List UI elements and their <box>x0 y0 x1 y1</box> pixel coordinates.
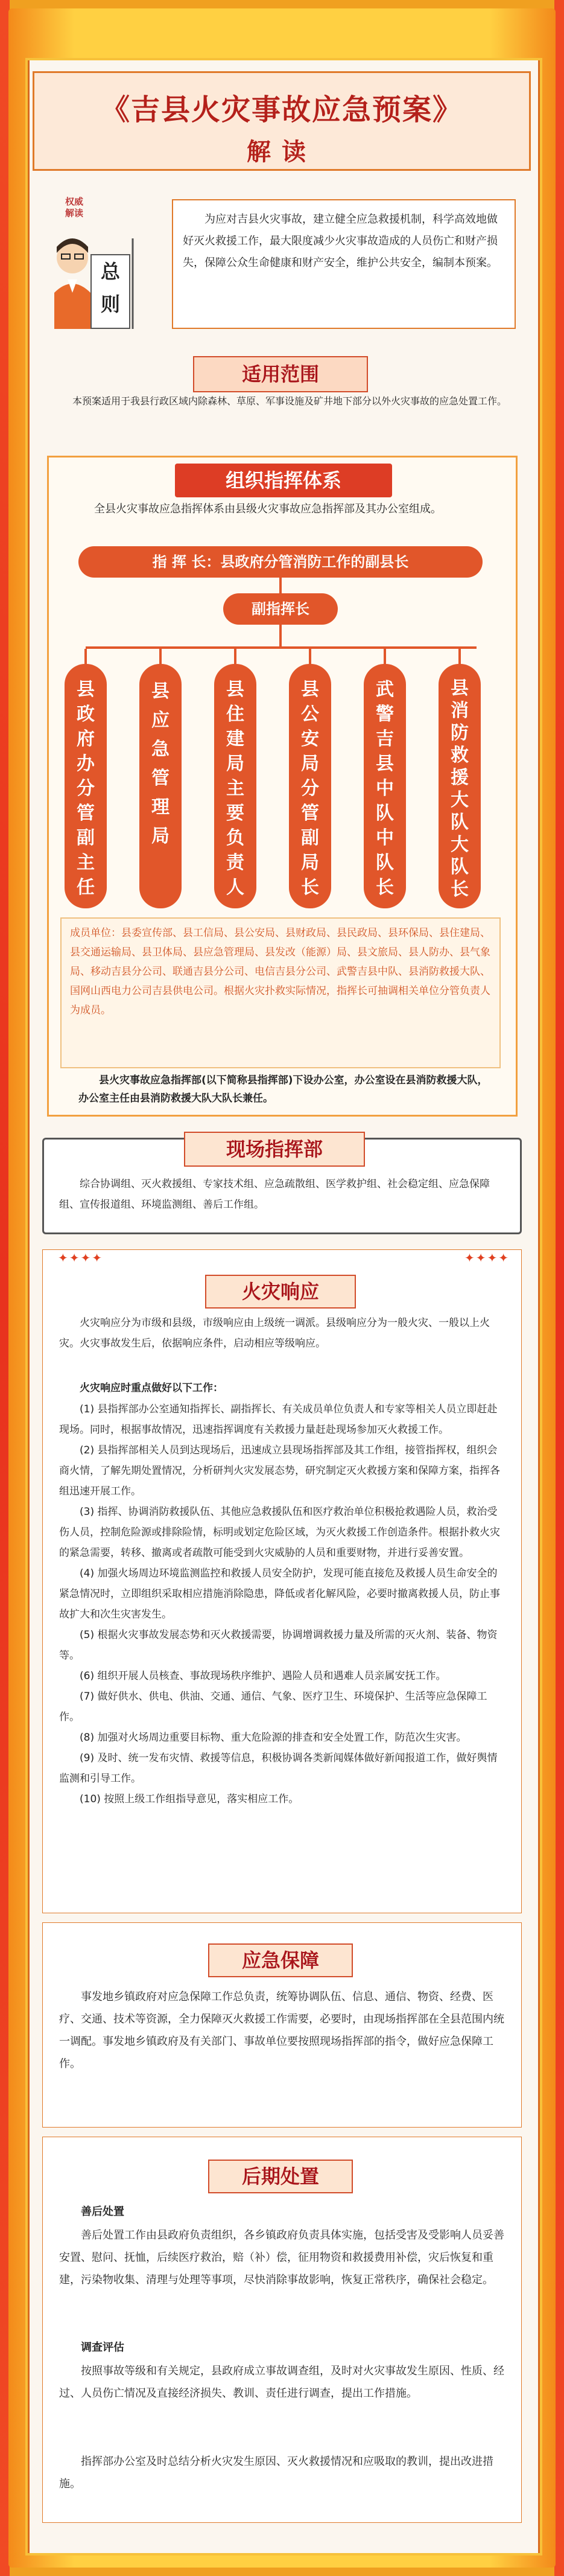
zongze-label: 总 则 <box>90 254 130 329</box>
deputy-connector <box>159 649 162 664</box>
intro-text: 为应对吉县火灾事故，建立健全应急救援机制，科学高效地做好灭火救援工作，最大限度减少火灾事故造成的人员伤亡和财产损失，保障公众生命健康和财产安全，维护公共安全，编制本预案。 <box>172 199 516 329</box>
after-t2: 按照事故等级和有关规定，县政府成立事故调查组，及时对火灾事故发生原因、性质、经过、人员伤亡情况及直接经济损失、教训、责任进行调查，提出工作措施。 <box>59 2365 504 2400</box>
deputy-box: 县 消 防 救 援 大 队 大 队 长 <box>439 664 481 908</box>
deputy-box: 县 公 安 局 分 管 副 局 长 <box>289 664 331 908</box>
scene-text: 综合协调组、灭火救援组、专家技术组、应急疏散组、医学救护组、社会稳定组、应急保障组、宣传报道组、环境监测组、善后工作组。 <box>59 1178 490 1211</box>
connector-vertical-1 <box>279 578 282 593</box>
decor-dots-left: ✦✦✦✦ <box>58 1251 104 1265</box>
deputy-box: 武 警 吉 县 中 队 中 队 长 <box>364 664 406 908</box>
response-item: (7) 做好供水、供电、供油、交通、通信、气象、医疗卫生、环境保护、生活等应急保障工作。 <box>59 1691 487 1723</box>
response-items <box>59 1399 505 1809</box>
response-item: (10) 按照上级工作组指导意见，落实相应工作。 <box>80 1793 299 1805</box>
scope-title: 适用范围 <box>193 356 368 392</box>
after-title: 后期处置 <box>208 2160 353 2193</box>
page-subtitle: 解读 <box>247 138 317 166</box>
response-item: (4) 加强火场周边环境监测监控和救援人员安全防护，发现可能直接危及救援人员生命安全的紧急情况时，立即组织采取相应措施消除隐患，降低或者化解风险，必要时撤离救援人员，防止事故扩大和次生灾害发生。 <box>59 1567 500 1621</box>
deputy-pill: 副指挥长 <box>223 593 338 625</box>
scope-text: 本预案适用于我县行政区域内除森林、草原、军事设施及矿井地下部分以外火灾事故的应急处置工作。 <box>72 395 507 407</box>
right-edge <box>554 0 564 2576</box>
deputy-box: 县 应 急 管 理 局 <box>139 664 182 908</box>
authority-badge: 权威 解读 <box>65 196 83 218</box>
title-box <box>33 71 531 171</box>
after-t1: 善后处置工作由县政府负责组织，各乡镇政府负责具体实施，包括受害及受影响人员妥善安置、慰问、抚恤，后续医疗救治，赔（补）偿，征用物资和救援费用补偿，灾后恢复和重建，污染物收集、清理与处理等事项，尽快消除事故影响，恢复正常秩序，确保社会稳定。 <box>59 2229 504 2286</box>
decor-dots-right: ✦✦✦✦ <box>464 1251 510 1265</box>
connector-horizontal <box>86 646 477 649</box>
deputy-connector <box>234 649 236 664</box>
org-intro: 全县火灾事故应急指挥体系由县级火灾事故应急指挥部及其办公室组成。 <box>94 503 442 515</box>
deputy-box: 县 住 建 局 主 要 负 责 人 <box>214 664 256 908</box>
response-intro: 火灾响应分为市级和县级，市级响应由上级统一调派。县级响应分为一般火灾、一般以上火灾。火灾事故发生后，依据响应条件，启动相应等级响应。 <box>59 1317 490 1350</box>
response-item: (1) 县指挥部办公室通知指挥长、副指挥长、有关成员单位负责人和专家等相关人员立即赶赴现场。同时，根据事故情况，迅速指挥调度有关救援力量赶赴现场参加灭火救援工作。 <box>59 1403 498 1436</box>
deputy-connector <box>309 649 311 664</box>
deputy-box: 县 政 府 办 分 管 副 主 任 <box>65 664 107 908</box>
response-title: 火灾响应 <box>205 1275 356 1309</box>
response-item: (2) 县指挥部相关人员到达现场后，迅速成立县现场指挥部及其工作组，接管指挥权，组织会商火情，了解先期处置情况，分析研判火灾发展态势，研究制定灭火救援方案和保障方案，指挥各组迅速开展工作。 <box>59 1444 500 1497</box>
deputy-connector <box>84 649 87 664</box>
org-title: 组织指挥体系 <box>175 464 392 497</box>
response-item: (8) 加强对火场周边重要目标物、重大危险源的排查和安全处置工作，防范次生灾害。 <box>80 1732 467 1744</box>
after-h2: 调查评估 <box>81 2341 124 2354</box>
response-item: (9) 及时、统一发布灾情、救援等信息，积极协调各类新闻媒体做好新闻报道工作，做好舆情监测和引导工作。 <box>59 1752 498 1785</box>
connector-vertical-2 <box>279 625 282 646</box>
after-t3: 指挥部办公室及时总结分析火灾发生原因、灭火救援情况和应吸取的教训，提出改进措施。 <box>59 2455 493 2490</box>
deputy-connector <box>384 649 386 664</box>
response-item: (3) 指挥、协调消防救援队伍、其他应急救援队伍和医疗救治单位积极抢救遇险人员，救治受伤人员，控制危险源或排除险情，标明或划定危险区域，为灭火救援工作创造条件。根据扑救火灾的紧急需要，转移、撤离或者疏散可能受到火灾威胁的人员和重要财物，并进行妥善安置。 <box>59 1506 500 1559</box>
scene-title: 现场指挥部 <box>184 1132 365 1167</box>
guarantee-title: 应急保障 <box>208 1943 353 1977</box>
response-item: (6) 组织开展人员核查、事故现场秩序维护、遇险人员和遇难人员亲属安抚工作。 <box>80 1670 446 1682</box>
response-item: (5) 根据火灾事故发展态势和灭火救援需要，协调增调救援力量及所需的灭火剂、装备、物资等。 <box>59 1629 498 1662</box>
office-text: 县火灾事故应急指挥部(以下简称县指挥部)下设办公室，办公室设在县消防救援大队，办公室主任由县消防救援大队大队长兼任。 <box>78 1074 488 1105</box>
member-units: 成员单位：县委宣传部、县工信局、县公安局、县财政局、县民政局、县环保局、县住建局、县交通运输局、县卫体局、县应急管理局、县发改（能源）局、县文旅局、县人防办、县气象局、移动吉县分公司、联通吉县分公司、电信吉县分公司、武警吉县中队、县消防救援大队、国网山西电力公司吉县供电公司。根据火灾扑救实际情况，指挥长可抽调相关单位分管负责人为成员。 <box>60 917 501 1068</box>
after-h1: 善后处置 <box>81 2205 124 2218</box>
deputy-connector <box>458 649 461 664</box>
page-title: 《吉县火灾事故应急预案》 <box>100 93 463 127</box>
commander-pill: 指 挥 长：县政府分管消防工作的副县长 <box>78 546 483 578</box>
guarantee-text: 事发地乡镇政府对应急保障工作总负责，统筹协调队伍、信息、通信、物资、经费、医疗、交通、技术等资源，全力保障灭火救援工作需要，必要时，由现场指挥部在全县范围内统一调配。事发地乡镇政府及有关部门、事故单位要按照现场指挥部的指令，做好应急保障工作。 <box>59 1991 504 2070</box>
intro-section <box>42 196 525 335</box>
response-heading: 火灾响应时重点做好以下工作： <box>80 1382 223 1394</box>
